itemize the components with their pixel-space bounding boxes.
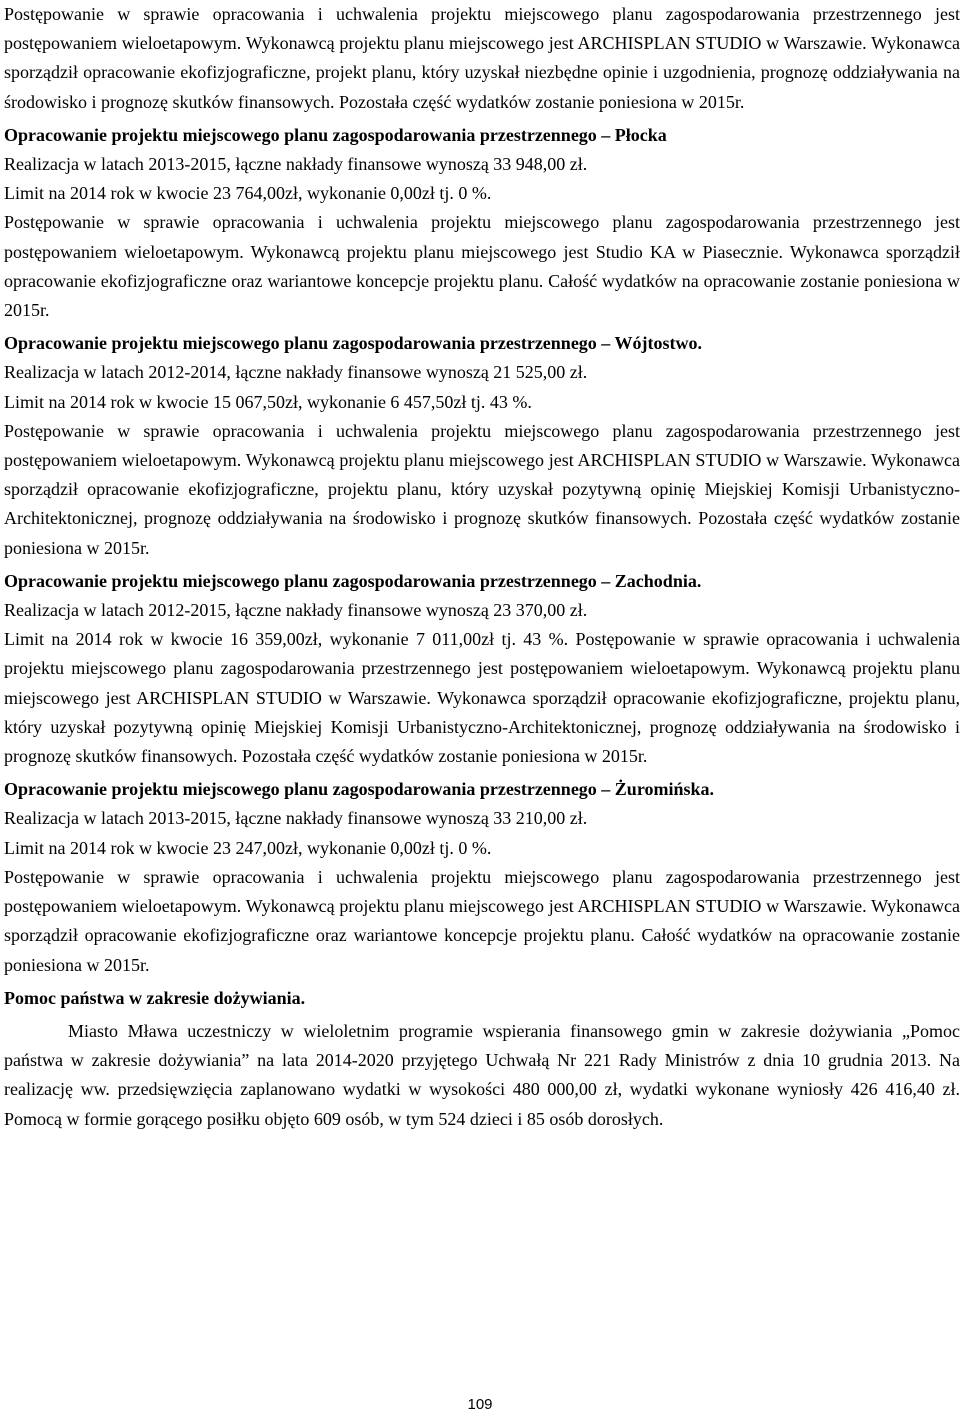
heading-plan-zurominska: Opracowanie projektu miejscowego planu zagospodarowania przestrzennego – Żuromińska.: [4, 779, 715, 800]
line-limit-plocka: Limit na 2014 rok w kwocie 23 764,00zł, wykonanie 0,00zł tj. 0 %.: [4, 183, 492, 204]
heading-plan-zachodnia: Opracowanie projektu miejscowego planu zagospodarowania przestrzennego – Zachodnia.: [4, 570, 702, 591]
paragraph-feeding-aid: Miasto Mława uczestniczy w wieloletnim programie wspierania finansowego gmin w zakresie dożywiania „Pomoc państwa w zakresie dożywiania” na lata 2014-2020 przyjętego Uchwałą Nr 221 Rady Ministrów z dnia 10 grudnia 2013. Na realizację ww. przedsięwzięcia zaplanowano wydatki w wysokości 480 000,00 zł, wydatki wykonane wyniosły 426 416,40 zł. Pomocą w formie gorącego posiłku objęto 609 osób, w tym 524 dzieci i 85 osób dorosłych.: [4, 1020, 960, 1129]
line-realization-wojtostwo: Realizacja w latach 2012-2014, łączne nakłady finansowe wynoszą 21 525,00 zł.: [4, 362, 588, 383]
line-limit-wojtostwo: Limit na 2014 rok w kwocie 15 067,50zł, wykonanie 6 457,50zł tj. 43 %.: [4, 391, 532, 412]
page-number: 109: [467, 1396, 493, 1413]
line-realization-zachodnia: Realizacja w latach 2012-2015, łączne nakłady finansowe wynoszą 23 370,00 zł.: [4, 600, 588, 621]
heading-plan-wojtostwo: Opracowanie projektu miejscowego planu zagospodarowania przestrzennego – Wójtostwo.: [4, 333, 702, 354]
paragraph-plan-procedure-zachodnia: Limit na 2014 rok w kwocie 16 359,00zł, wykonanie 7 011,00zł tj. 43 %. Postępowanie w sprawie opracowania i uchwalenia projektu miejscowego planu zagospodarowania przestrzennego jest postępowaniem wieloetapowym. Wykonawcą projektu planu miejscowego jest ARCHISPLAN STUDIO w Warszawie. Wykonawca sporządził opracowanie ekofizjograficzne, projektu planu, który uzyskał pozytywną opinię Miejskiej Komisji Urbanistyczno-Architektonicznej, prognozę oddziaływania na środowisko i prognozę skutków finansowych. Pozostała część wydatków zostanie poniesiona w 2015r.: [4, 629, 960, 767]
paragraph-plan-procedure-wojtostwo: Postępowanie w sprawie opracowania i uchwalenia projektu miejscowego planu zagospodarowania przestrzennego jest postępowaniem wieloetapowym. Wykonawcą projektu planu miejscowego jest ARCHISPLAN STUDIO w Warszawie. Wykonawca sporządził opracowanie ekofizjograficzne, projektu planu, który uzyskał pozytywną opinię Miejskiej Komisji Urbanistyczno-Architektonicznej, prognozę oddziaływania na środowisko i prognozę skutków finansowych. Pozostała część wydatków zostanie poniesiona w 2015r.: [4, 420, 960, 558]
document-body: [4, 0, 960, 1134]
heading-feeding-aid: Pomoc państwa w zakresie dożywiania.: [4, 987, 306, 1008]
heading-plan-plocka: Opracowanie projektu miejscowego planu zagospodarowania przestrzennego – Płocka: [4, 124, 667, 145]
line-realization-zurominska: Realizacja w latach 2013-2015, łączne nakłady finansowe wynoszą 33 210,00 zł.: [4, 808, 588, 829]
paragraph-plan-procedure-zurominska: Postępowanie w sprawie opracowania i uchwalenia projektu miejscowego planu zagospodarowania przestrzennego jest postępowaniem wieloetapowym. Wykonawcą projektu planu miejscowego jest ARCHISPLAN STUDIO w Warszawie. Wykonawca sporządził opracowanie ekofizjograficzne oraz wariantowe koncepcje projektu planu. Całość wydatków na opracowanie zostanie poniesiona w 2015r.: [4, 866, 960, 975]
line-realization-plocka: Realizacja w latach 2013-2015, łączne nakłady finansowe wynoszą 33 948,00 zł.: [4, 154, 588, 175]
paragraph-plan-procedure-plocka: Postępowanie w sprawie opracowania i uchwalenia projektu miejscowego planu zagospodarowania przestrzennego jest postępowaniem wieloetapowym. Wykonawcą projektu planu miejscowego jest Studio KA w Piasecznie. Wykonawca sporządził opracowanie ekofizjograficzne oraz wariantowe koncepcje projektu planu. Całość wydatków na opracowanie zostanie poniesiona w 2015r.: [4, 212, 960, 321]
paragraph-plan-procedure-1: Postępowanie w sprawie opracowania i uchwalenia projektu miejscowego planu zagospodarowania przestrzennego jest postępowaniem wieloetapowym. Wykonawcą projektu planu miejscowego jest ARCHISPLAN STUDIO w Warszawie. Wykonawca sporządził opracowanie ekofizjograficzne, projekt planu, który uzyskał niezbędne opinie i uzgodnienia, prognozę oddziaływania na środowisko i prognozę skutków finansowych. Pozostała część wydatków zostanie poniesiona w 2015r.: [4, 4, 960, 112]
line-limit-zurominska: Limit na 2014 rok w kwocie 23 247,00zł, wykonanie 0,00zł tj. 0 %.: [4, 837, 492, 858]
